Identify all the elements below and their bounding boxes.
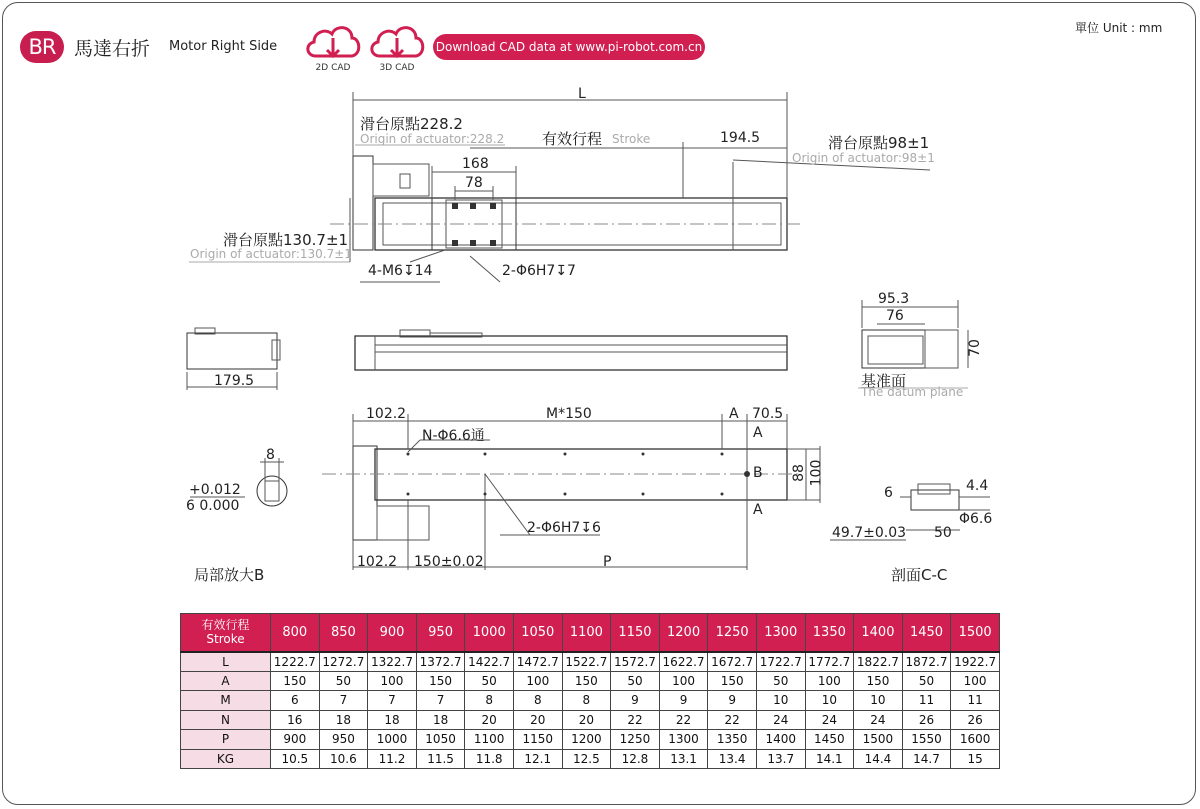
origin-right-cn: 滑台原點98±1 xyxy=(828,134,930,152)
table-cell: 20 xyxy=(465,710,514,730)
table-cell: 100 xyxy=(659,671,708,691)
table-cell: 11.8 xyxy=(465,749,514,769)
table-cell: 22 xyxy=(659,710,708,730)
page-title: 馬達右折 xyxy=(74,38,151,60)
section-dim-6: 6 xyxy=(884,485,893,501)
table-cell: 1522.7 xyxy=(562,652,611,672)
table-cell: 12.5 xyxy=(562,749,611,769)
table-row xyxy=(181,671,1000,691)
phi6-callout-bottom: 2-Φ6H7↧6 xyxy=(527,520,601,536)
table-cell: 11 xyxy=(951,691,1000,711)
table-cell: 1300 xyxy=(659,730,708,750)
dim-150: 150±0.02 xyxy=(414,554,484,570)
table-cell: 14.4 xyxy=(854,749,903,769)
table-cell: 9 xyxy=(659,691,708,711)
stroke-header-cell: 1000 xyxy=(465,614,514,652)
table-cell: 13.4 xyxy=(708,749,757,769)
table-cell: 1600 xyxy=(951,730,1000,750)
table-cell: 6 xyxy=(271,691,320,711)
table-cell: 7 xyxy=(319,691,368,711)
table-cell: 1272.7 xyxy=(319,652,368,672)
table-cell: 9 xyxy=(611,691,660,711)
table-cell: 8 xyxy=(465,691,514,711)
stroke-header-cell: 1500 xyxy=(951,614,1000,652)
row-label: P xyxy=(181,730,271,750)
table-cell: 26 xyxy=(902,710,951,730)
table-row xyxy=(181,652,1000,672)
table-cell: 900 xyxy=(271,730,320,750)
table-body xyxy=(181,652,1000,769)
table-cell: 150 xyxy=(416,671,465,691)
table-cell: 1772.7 xyxy=(805,652,854,672)
table-cell: 13.1 xyxy=(659,749,708,769)
table-cell: 1000 xyxy=(368,730,417,750)
table-cell: 50 xyxy=(319,671,368,691)
page-subtitle: Motor Right Side xyxy=(169,39,278,54)
table-cell: 150 xyxy=(271,671,320,691)
cad-3d-label: 3D CAD xyxy=(379,63,415,73)
table-cell: 1622.7 xyxy=(659,652,708,672)
table-cell: 14.1 xyxy=(805,749,854,769)
table-cell: 100 xyxy=(368,671,417,691)
stroke-header-cell: 800 xyxy=(271,614,320,652)
section-dim-497: 49.7±0.03 xyxy=(832,525,907,541)
stroke-header xyxy=(181,614,271,652)
table-cell: 1250 xyxy=(611,730,660,750)
dim-m150: M*150 xyxy=(546,406,592,422)
table-cell: 13.7 xyxy=(756,749,805,769)
row-label: M xyxy=(181,691,271,711)
table-cell: 1372.7 xyxy=(416,652,465,672)
table-header-row xyxy=(181,614,1000,652)
table-cell: 22 xyxy=(611,710,660,730)
table-cell: 24 xyxy=(756,710,805,730)
table-cell: 50 xyxy=(902,671,951,691)
label-A-1: A xyxy=(753,425,763,441)
table-cell: 7 xyxy=(368,691,417,711)
row-label: A xyxy=(181,671,271,691)
table-cell: 18 xyxy=(368,710,417,730)
datum-cn: 基准面 xyxy=(861,372,907,390)
stroke-header-cell: 1400 xyxy=(854,614,903,652)
stroke-header-cn: 有效行程 xyxy=(201,618,250,633)
table-cell: 1150 xyxy=(513,730,562,750)
stroke-header-cell: 850 xyxy=(319,614,368,652)
table-cell: 20 xyxy=(513,710,562,730)
label-B: B xyxy=(753,465,763,481)
datum-en: The datum plane xyxy=(861,385,964,399)
table-cell: 1550 xyxy=(902,730,951,750)
table-cell: 1822.7 xyxy=(854,652,903,672)
download-cad-link[interactable]: Download CAD data at www.pi-robot.com.cn xyxy=(433,34,705,60)
detail-tol: +0.012 xyxy=(189,482,241,498)
table-row xyxy=(181,730,1000,750)
table-cell: 1672.7 xyxy=(708,652,757,672)
table-cell: 1922.7 xyxy=(951,652,1000,672)
table-cell: 150 xyxy=(854,671,903,691)
stroke-header-cell: 1050 xyxy=(513,614,562,652)
table-cell: 150 xyxy=(562,671,611,691)
stroke-header-cell: 1250 xyxy=(708,614,757,652)
dim-88: 88 xyxy=(790,464,807,482)
origin-left-cn: 滑台原點228.2 xyxy=(360,115,463,133)
stroke-header-cell: 1100 xyxy=(562,614,611,652)
dim-70: 70 xyxy=(966,339,983,357)
dim-L: L xyxy=(578,86,586,102)
table-cell: 100 xyxy=(805,671,854,691)
table-cell: 11.5 xyxy=(416,749,465,769)
table-row xyxy=(181,710,1000,730)
table-cell: 10 xyxy=(756,691,805,711)
table-cell: 1500 xyxy=(854,730,903,750)
stroke-en: Stroke xyxy=(612,132,651,146)
table-cell: 1100 xyxy=(465,730,514,750)
table-cell: 50 xyxy=(611,671,660,691)
table-cell: 1872.7 xyxy=(902,652,951,672)
table-cell: 14.7 xyxy=(902,749,951,769)
table-cell: 1400 xyxy=(756,730,805,750)
spec-table xyxy=(180,613,1000,769)
stroke-header-cell: 1200 xyxy=(659,614,708,652)
section-caption: 剖面C-C xyxy=(891,566,948,584)
stroke-header-cell: 1300 xyxy=(756,614,805,652)
table-cell: 10.5 xyxy=(271,749,320,769)
table-cell: 1322.7 xyxy=(368,652,417,672)
table-row xyxy=(181,691,1000,711)
stroke-header-cell: 1150 xyxy=(611,614,660,652)
table-cell: 1050 xyxy=(416,730,465,750)
table-cell: 24 xyxy=(854,710,903,730)
table-cell: 22 xyxy=(708,710,757,730)
table-cell: 1200 xyxy=(562,730,611,750)
stroke-cn: 有效行程 xyxy=(542,130,603,148)
table-cell: 50 xyxy=(465,671,514,691)
origin-right-en: Origin of actuator:98±1 xyxy=(792,151,935,165)
dim-76: 76 xyxy=(886,308,904,324)
table-cell: 1450 xyxy=(805,730,854,750)
table-cell: 8 xyxy=(513,691,562,711)
detail-dim-8: 8 xyxy=(266,447,275,463)
unit-label: 單位 Unit : mm xyxy=(1075,21,1163,35)
table-cell: 1422.7 xyxy=(465,652,514,672)
table-cell: 1572.7 xyxy=(611,652,660,672)
cad-2d-label: 2D CAD xyxy=(315,63,351,73)
table-cell: 1722.7 xyxy=(756,652,805,672)
table-cell: 24 xyxy=(805,710,854,730)
origin-side-cn: 滑台原點130.7±1 xyxy=(223,231,349,249)
table-cell: 1472.7 xyxy=(513,652,562,672)
table-cell: 16 xyxy=(271,710,320,730)
table-cell: 12.8 xyxy=(611,749,660,769)
dim-102-bottom: 102.2 xyxy=(357,554,398,570)
m6-callout: 4-M6↧14 xyxy=(368,263,433,279)
dim-168: 168 xyxy=(462,156,489,172)
phi6-callout-top: 2-Φ6H7↧7 xyxy=(502,263,576,279)
origin-side-en: Origin of actuator:130.7±1 xyxy=(190,247,352,261)
table-cell: 18 xyxy=(319,710,368,730)
row-label: KG xyxy=(181,749,271,769)
dim-100: 100 xyxy=(808,459,825,487)
dim-70-5: 70.5 xyxy=(752,406,784,422)
dim-179: 179.5 xyxy=(214,373,255,389)
table-cell: 20 xyxy=(562,710,611,730)
table-cell: 11 xyxy=(902,691,951,711)
stroke-header-cell: 950 xyxy=(416,614,465,652)
section-dim-66: Φ6.6 xyxy=(959,511,993,527)
table-cell: 950 xyxy=(319,730,368,750)
section-dim-44: 4.4 xyxy=(966,478,989,494)
stroke-header-cell: 1450 xyxy=(902,614,951,652)
table-cell: 100 xyxy=(513,671,562,691)
table-cell: 50 xyxy=(756,671,805,691)
dim-78: 78 xyxy=(465,175,483,191)
table-cell: 1350 xyxy=(708,730,757,750)
table-cell: 18 xyxy=(416,710,465,730)
dim-194: 194.5 xyxy=(720,130,761,146)
table-cell: 10 xyxy=(805,691,854,711)
table-cell: 9 xyxy=(708,691,757,711)
dim-102-top: 102.2 xyxy=(366,406,407,422)
br-badge: BR xyxy=(20,31,64,63)
table-cell: 150 xyxy=(708,671,757,691)
dim-P: P xyxy=(603,554,612,570)
table-cell: 11.2 xyxy=(368,749,417,769)
table-cell: 7 xyxy=(416,691,465,711)
detail-base: 6 0.000 xyxy=(186,498,240,514)
table-cell: 26 xyxy=(951,710,1000,730)
row-label: L xyxy=(181,652,271,672)
table-cell: 1222.7 xyxy=(271,652,320,672)
detail-caption: 局部放大B xyxy=(194,566,265,584)
table-cell: 15 xyxy=(951,749,1000,769)
table-cell: 12.1 xyxy=(513,749,562,769)
table-cell: 8 xyxy=(562,691,611,711)
row-label: N xyxy=(181,710,271,730)
section-dim-50: 50 xyxy=(934,525,952,541)
stroke-header-cell: 1350 xyxy=(805,614,854,652)
label-A-2: A xyxy=(753,502,763,518)
table-cell: 10 xyxy=(854,691,903,711)
table-cell: 10.6 xyxy=(319,749,368,769)
origin-left-en: Origin of actuator:228.2 xyxy=(360,132,505,146)
stroke-header-en: Stroke xyxy=(206,632,245,647)
stroke-header-cell: 900 xyxy=(368,614,417,652)
dim-95: 95.3 xyxy=(878,291,910,307)
n-hole-callout: N-Φ6.6通 xyxy=(422,428,485,444)
table-cell: 100 xyxy=(951,671,1000,691)
label-A-top: A xyxy=(729,406,739,422)
table-row xyxy=(181,749,1000,769)
